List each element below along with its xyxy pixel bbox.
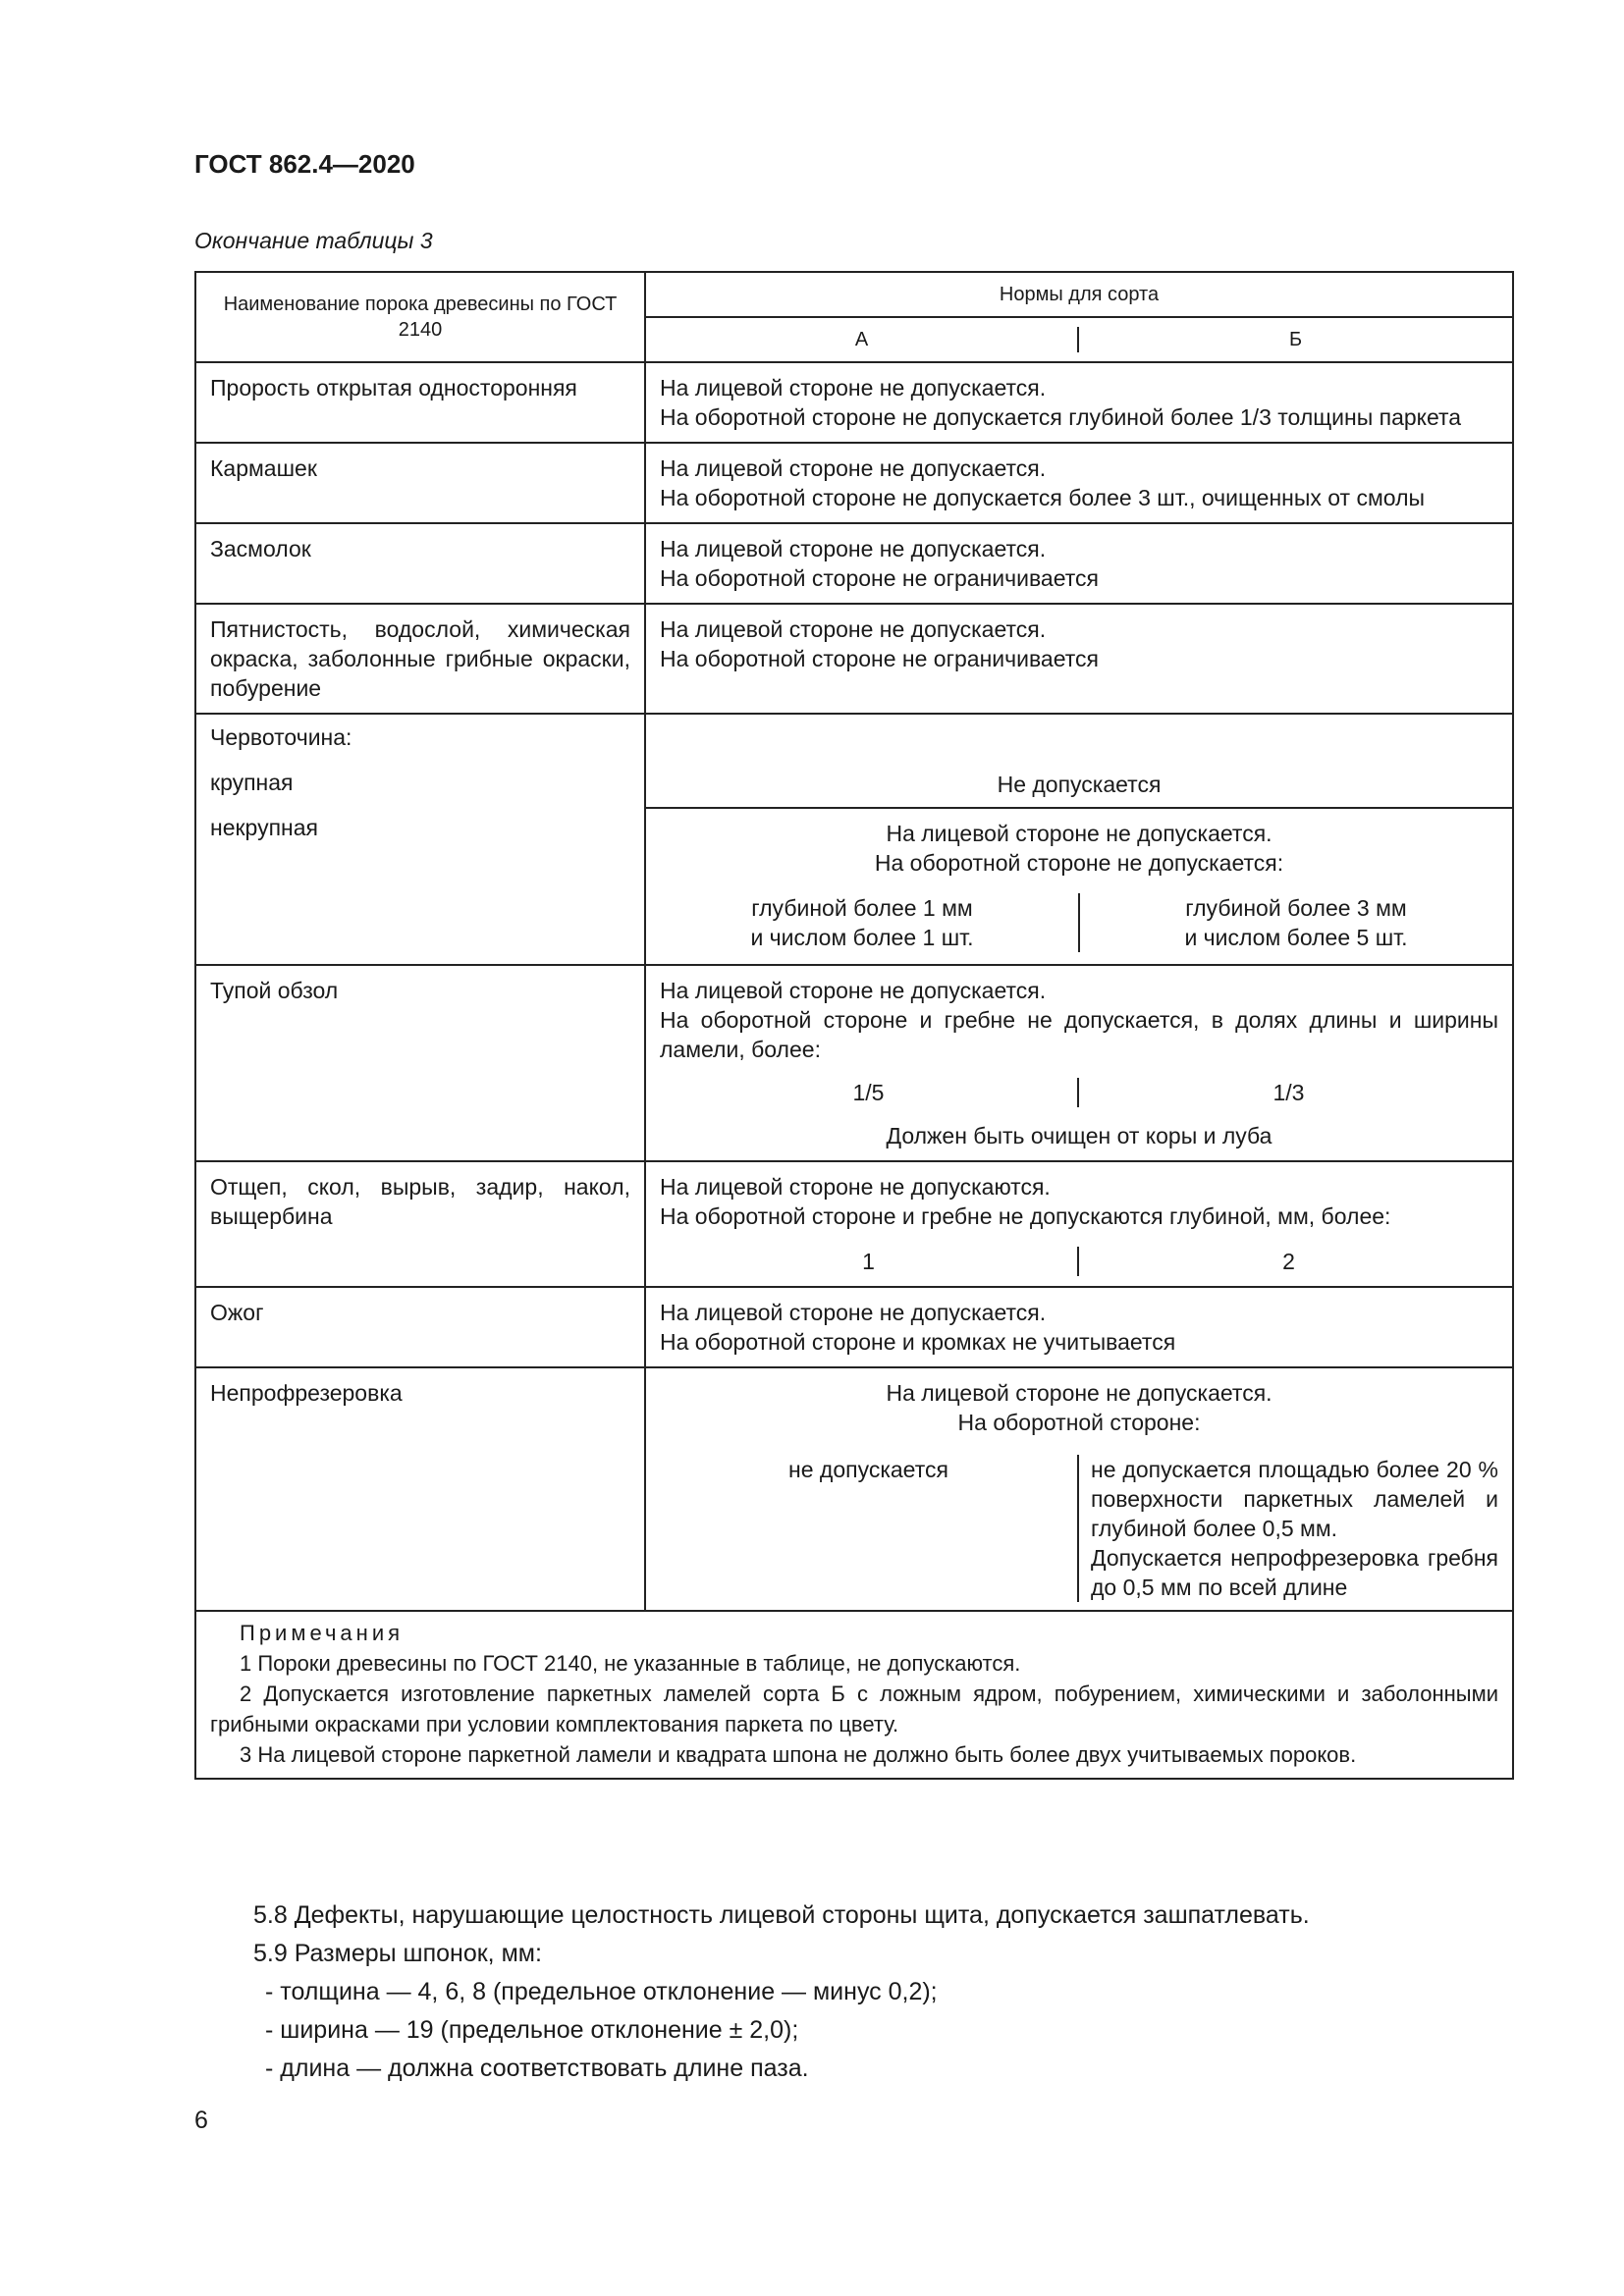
defect-name: Пятнистость, водослой, химическая окраска, заболонные грибные окраски, побурение	[195, 604, 645, 714]
table-row	[195, 604, 1513, 714]
defect-norm: На лицевой стороне не допускаются. На оборотной стороне и гребне не допускаются глубиной, мм, более: 1 2	[645, 1161, 1513, 1287]
grade-a-header: А	[646, 327, 1079, 352]
defect-name: Прорость открытая односторонняя	[195, 362, 645, 443]
table-row-unmilled	[195, 1367, 1513, 1611]
unmilled-grade-b: не допускается площадью более 20 % поверхности паркетных ламелей и глубиной более 0,5 мм. Допускается непрофрезеровка гребня до 0,5 мм по всей длине	[1091, 1457, 1498, 1600]
wane-grade-a: 1/5	[660, 1078, 1079, 1107]
col-defect-name-header: Наименование порока древесины по ГОСТ 2140	[195, 272, 645, 362]
table-row-wormhole	[195, 714, 1513, 965]
norms-header: Нормы для сорта	[645, 272, 1513, 317]
unmilled-grade-a: не допускается	[660, 1455, 1079, 1602]
paragraph-5-8: 5.8 Дефекты, нарушающие целостность лицевой стороны щита, допускается зашпатлевать.	[253, 1901, 1310, 1929]
grade-b-header: Б	[1288, 329, 1303, 350]
list-item: - длина — должна соответствовать длине паза.	[265, 2055, 809, 2082]
table-row-chip	[195, 1161, 1513, 1287]
table-notes	[195, 1611, 1513, 1779]
chip-grade-b: 2	[1282, 1249, 1295, 1274]
defect-name: Тупой обзол	[195, 965, 645, 1161]
defect-name: Ожог	[195, 1287, 645, 1367]
table-row	[195, 443, 1513, 523]
defect-norm: На лицевой стороне не допускается. На оборотной стороне не допускается глубиной более 1/3 толщины паркета	[645, 362, 1513, 443]
notes-title: Примечания	[240, 1621, 405, 1645]
table-notes-row	[195, 1611, 1513, 1779]
note-2: 2 Допускается изготовление паркетных ламелей сорта Б с ложным ядром, побурением, химическими и заболонными грибными окрасками при условии комплектования паркета по цвету.	[210, 1682, 1498, 1736]
defect-name: Кармашек	[195, 443, 645, 523]
defect-name: Засмолок	[195, 523, 645, 604]
list-item: - ширина — 19 (предельное отклонение ± 2,0);	[265, 2016, 799, 2044]
defect-name: Непрофрезеровка	[195, 1367, 645, 1611]
defect-name: Червоточина: крупная некрупная	[195, 714, 645, 965]
paragraph-5-9: 5.9 Размеры шпонок, мм:	[253, 1940, 542, 1967]
list-item: - толщина — 4, 6, 8 (предельное отклонение — минус 0,2);	[265, 1978, 938, 2005]
grade-header-row	[645, 317, 1513, 362]
table-caption: Окончание таблицы 3	[194, 228, 433, 253]
wane-grade-b: 1/3	[1272, 1080, 1305, 1105]
page-number: 6	[194, 2107, 208, 2134]
table-row	[195, 1287, 1513, 1367]
table-row	[195, 523, 1513, 604]
large-wormhole-norm: Не допускается	[646, 715, 1512, 809]
defects-table	[194, 271, 1514, 1780]
defect-norm: На лицевой стороне не допускается. На оборотной стороне и кромках не учитывается	[645, 1287, 1513, 1367]
small-wormhole-grade-b: глубиной более 3 мм и числом более 5 шт.	[1184, 895, 1408, 950]
chip-grade-a: 1	[660, 1247, 1079, 1276]
table-row	[195, 362, 1513, 443]
defect-name: Отщеп, скол, вырыв, задир, накол, выщербина	[195, 1161, 645, 1287]
defect-norm: На лицевой стороне не допускается. На оборотной стороне не ограничивается	[645, 604, 1513, 714]
wane-bottom-note: Должен быть очищен от коры и луба	[886, 1123, 1272, 1148]
document-code: ГОСТ 862.4—2020	[194, 149, 415, 179]
note-1: 1 Пороки древесины по ГОСТ 2140, не указанные в таблице, не допускаются.	[240, 1651, 1021, 1676]
defect-norm: На лицевой стороне не допускается. На оборотной стороне не ограничивается	[645, 523, 1513, 604]
defect-norm: На лицевой стороне не допускается. На оборотной стороне не допускается более 3 шт., очищенных от смолы	[645, 443, 1513, 523]
defect-norm: Не допускается На лицевой стороне не допускается. На оборотной стороне не допускается: глубиной более 1 мм и числом более 1 шт. глубиной более 3 мм и числом более 5 шт.	[645, 714, 1513, 965]
table-row-wane	[195, 965, 1513, 1161]
note-3: 3 На лицевой стороне паркетной ламели и квадрата шпона не должно быть более двух учитываемых пороков.	[240, 1742, 1357, 1767]
small-wormhole-grade-a: глубиной более 1 мм и числом более 1 шт.	[646, 893, 1080, 952]
defect-norm: На лицевой стороне не допускается. На оборотной стороне и гребне не допускается, в долях длины и ширины ламели, более: 1/5 1/3 Должен быть очищен от коры и луба	[645, 965, 1513, 1161]
defect-norm: На лицевой стороне не допускается. На оборотной стороне: не допускается не допускается площадью более 20 % поверхности паркетных ламелей и глубиной более 0,5 мм. Допускается непрофрезеровка гребня до 0,5 мм по всей длине	[645, 1367, 1513, 1611]
